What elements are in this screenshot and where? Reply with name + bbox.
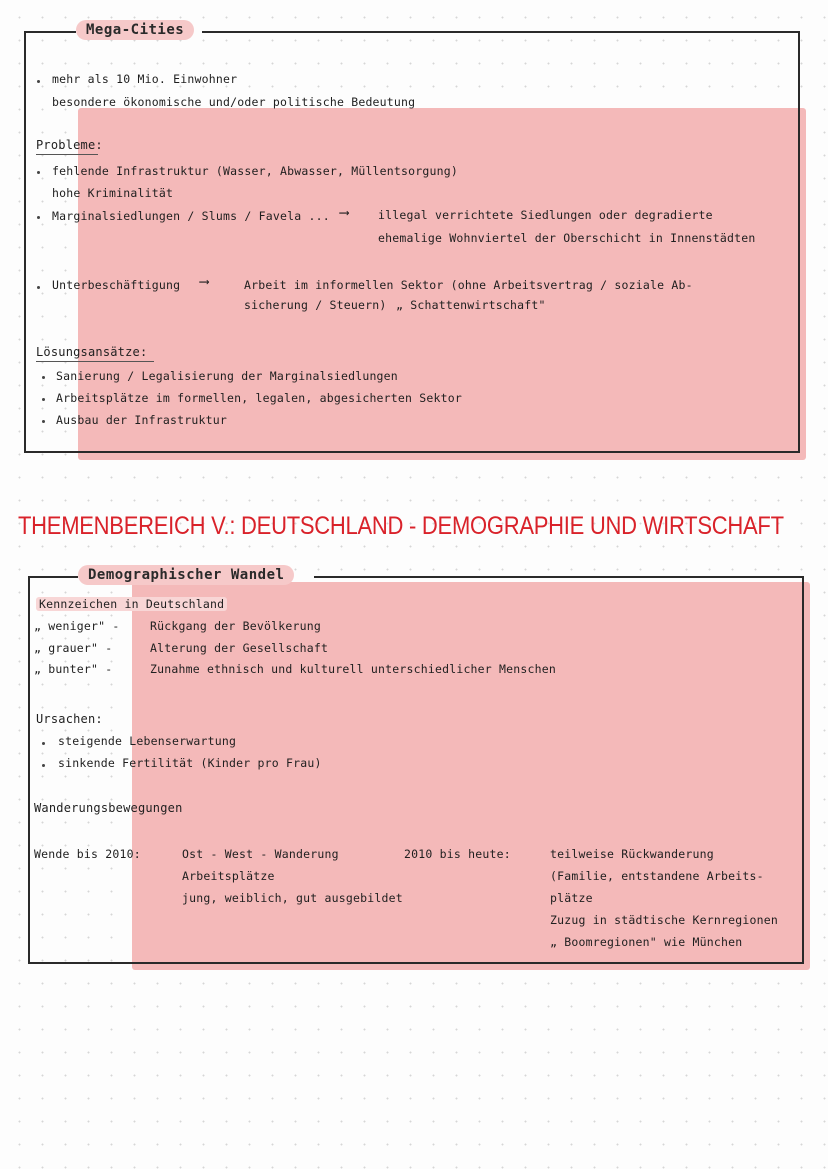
period1-item-3: jung, weiblich, gut ausgebildet (182, 891, 403, 905)
solution-3: Ausbau der Infrastruktur (56, 413, 227, 427)
feature-term-1: „ weniger" - (34, 619, 120, 633)
mega-cities-title: Mega-Cities (76, 20, 194, 40)
demo-top-line-right (314, 576, 802, 578)
solution-1: Sanierung / Legalisierung der Marginalsiedlungen (56, 369, 398, 383)
theme-heading: THEMENBEREICH V.: DEUTSCHLAND - DEMOGRAPHIE UND WIRTSCHAFT (18, 512, 784, 540)
period2-item-2: (Familie, entstandene Arbeits- (550, 869, 764, 883)
bullet (37, 171, 40, 174)
period1-item-2: Arbeitsplätze (182, 869, 275, 883)
bullet (42, 742, 45, 745)
bullet (37, 80, 40, 83)
problem-2: hohe Kriminalität (52, 186, 174, 200)
feature-desc-3: Zunahme ethnisch und kulturell unterschiedlicher Menschen (150, 662, 557, 676)
problem-1: fehlende Infrastruktur (Wasser, Abwasser, Müllentsorgung) (52, 164, 459, 178)
mega-top-line-left (24, 31, 76, 33)
solutions-label: Lösungsansätze: (36, 345, 148, 359)
solution-2: Arbeitsplätze im formellen, legalen, abgesicherten Sektor (56, 391, 463, 405)
arrow-icon: ⟶ (340, 205, 349, 221)
bullet (42, 376, 45, 379)
marginal-explanation-1: illegal verrichtete Siedlungen oder degradierte (378, 208, 713, 222)
employment-explanation-3: „ Schattenwirtschaft" (396, 298, 546, 312)
period2-label: 2010 bis heute: (404, 847, 511, 861)
causes-label: Ursachen: (36, 712, 103, 726)
employment-explanation-1: Arbeit im informellen Sektor (ohne Arbeitsvertrag / soziale Ab- (244, 278, 693, 292)
demographic-title: Demographischer Wandel (78, 565, 294, 585)
employment-explanation-2: sicherung / Steuern) (244, 298, 387, 312)
feature-term-3: „ bunter" - (34, 662, 113, 676)
demo-top-line-left (28, 576, 78, 578)
period2-item-1: teilweise Rückwanderung (550, 847, 714, 861)
cause-1: steigende Lebenserwartung (58, 734, 237, 748)
period2-item-3: plätze (550, 891, 593, 905)
bullet (37, 286, 40, 289)
bullet (42, 398, 45, 401)
period2-item-4: Zuzug in städtische Kernregionen (550, 913, 778, 927)
feature-term-2: „ grauer" - (34, 641, 113, 655)
demographic-box (28, 576, 804, 964)
cause-2: sinkende Fertilität (Kinder pro Frau) (58, 756, 322, 770)
bullet (42, 764, 45, 767)
mega-top-line-right (202, 31, 798, 33)
period1-label: Wende bis 2010: (34, 847, 141, 861)
intro-line-1: mehr als 10 Mio. Einwohner (52, 72, 238, 86)
solutions-underline (36, 361, 154, 362)
marginal-explanation-2: ehemalige Wohnviertel der Oberschicht in Innenstädten (378, 231, 756, 245)
problem-4: Unterbeschäftigung (52, 278, 181, 292)
feature-desc-2: Alterung der Gesellschaft (150, 641, 329, 655)
period2-item-5: „ Boomregionen" wie München (550, 935, 743, 949)
intro-line-2: besondere ökonomische und/oder politische Bedeutung (52, 95, 416, 109)
arrow-icon: ⟶ (200, 274, 209, 290)
bullet (42, 420, 45, 423)
migration-label: Wanderungsbewegungen (34, 801, 183, 815)
problems-label: Probleme: (36, 138, 103, 152)
features-label: Kennzeichen in Deutschland (36, 597, 227, 611)
problem-3: Marginalsiedlungen / Slums / Favela ... (52, 209, 330, 223)
period1-item-1: Ost - West - Wanderung (182, 847, 339, 861)
bullet (37, 216, 40, 219)
problems-underline (36, 154, 98, 155)
feature-desc-1: Rückgang der Bevölkerung (150, 619, 321, 633)
